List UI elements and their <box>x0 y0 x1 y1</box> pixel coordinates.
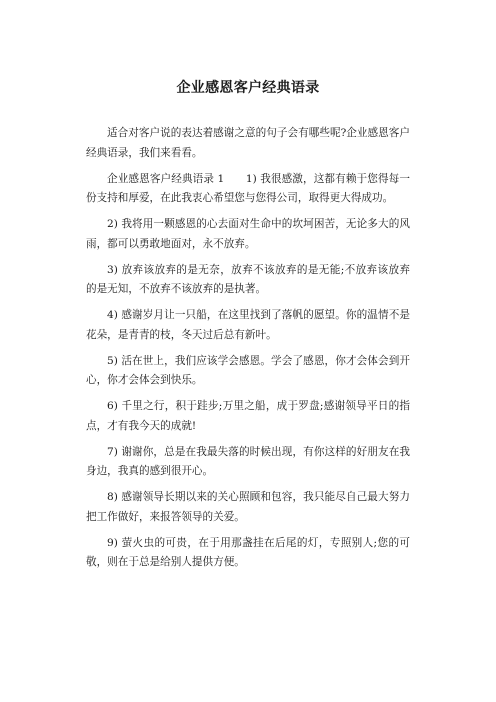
paragraph-quote-7: 7) 谢谢你，总是在我最失落的时候出现，有你这样的好朋友在我身边，我真的感到很开心。 <box>86 445 410 477</box>
paragraph-quote-2: 2) 我将用一颗感恩的心去面对生命中的坎坷困苦，无论多大的风雨，都可以勇敢地面对，永不放弃。 <box>86 218 410 250</box>
document-body <box>86 124 410 579</box>
paragraph-quote-9: 9) 萤火虫的可贵，在于用那盏挂在后尾的灯，专照别人;您的可敬，则在于总是给别人提供方便。 <box>86 536 410 568</box>
document-title: 企业感恩客户经典语录 <box>176 80 320 96</box>
paragraph-quote-5: 5) 活在世上，我们应该学会感恩。学会了感恩，你才会体会到开心，你才会体会到快乐。 <box>86 354 410 386</box>
paragraph-quote-1: 企业感恩客户经典语录 1 1) 我很感激，这都有赖于您得每一份支持和厚爱，在此我衷心希望您与您得公司，取得更大得成功。 <box>86 172 410 204</box>
paragraph-quote-3: 3) 放弃该放弃的是无奈，放弃不该放弃的是无能;不放弃该放弃的是无知，不放弃不该放弃的是执著。 <box>86 263 410 295</box>
paragraph-intro: 适合对客户说的表达着感谢之意的句子会有哪些呢?企业感恩客户经典语录，我们来看看。 <box>86 127 410 159</box>
paragraph-quote-4: 4) 感谢岁月让一只船，在这里找到了落帆的愿望。你的温情不是花朵，是青青的枝，冬天过后总有新叶。 <box>86 309 410 341</box>
paragraph-quote-6: 6) 千里之行，积于跬步;万里之船，成于罗盘;感谢领导平日的指点，才有我今天的成就! <box>86 400 410 432</box>
paragraph-quote-8: 8) 感谢领导长期以来的关心照顾和包容，我只能尽自己最大努力把工作做好，来报答领导的关爱。 <box>86 491 410 523</box>
